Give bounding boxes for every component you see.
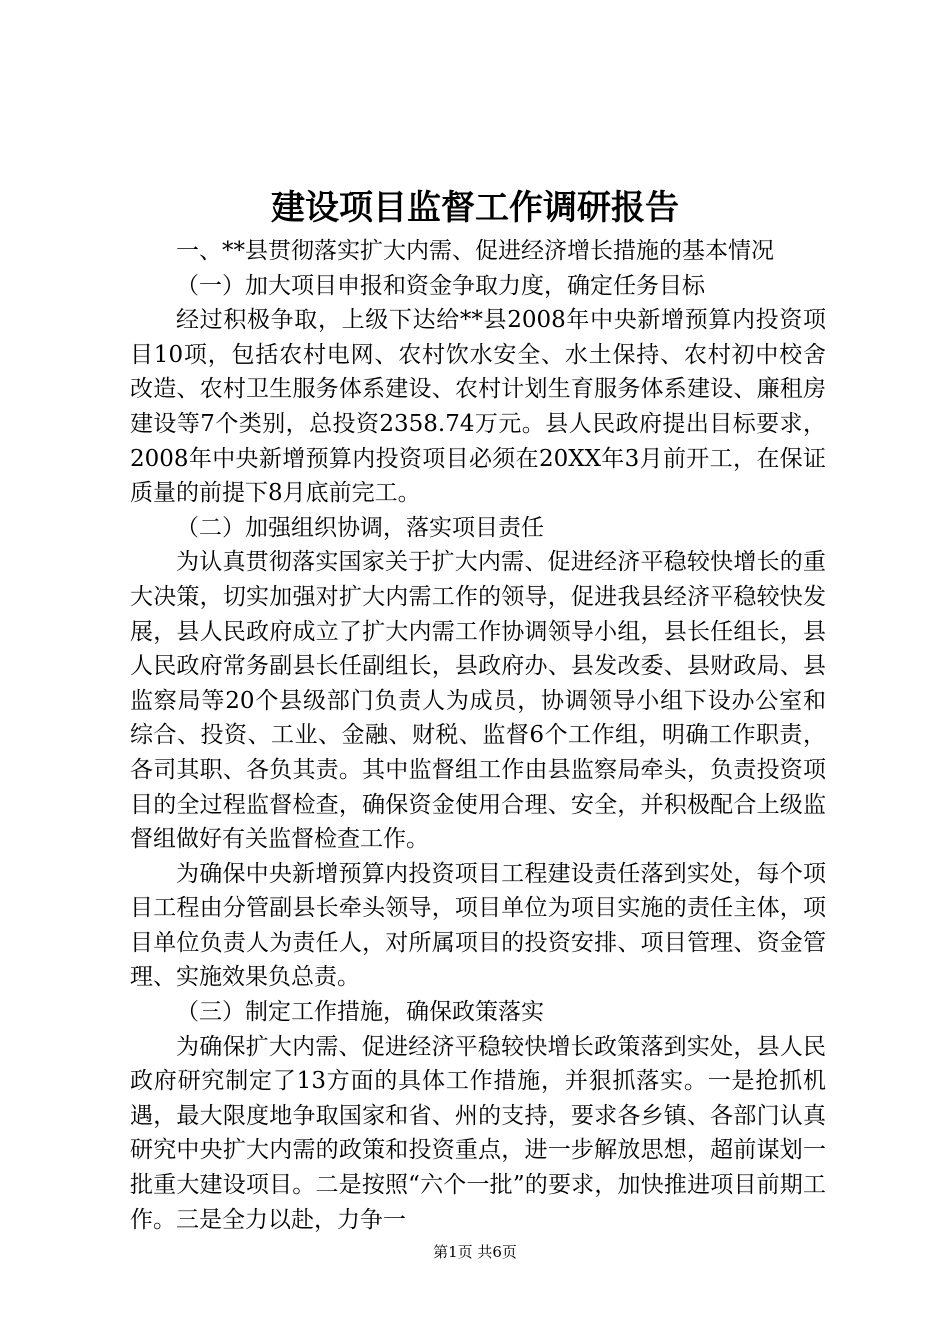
body-paragraph: 经过积极争取，上级下达给**县2008年中央新增预算内投资项目10项，包括农村电网、农村饮水安全、水土保持、农村初中校舍改造、农村卫生服务体系建设、农村计划生育服务体系建设、廉租房建设等7个类别，总投资2358.74万元。县人民政府提出目标要求，2008年中央新增预算内投资项目必须在20XX年3月前开工，在保证质量的前提下8月底前完工。 <box>130 307 826 507</box>
body-paragraph: 为确保扩大内需、促进经济平稳较快增长政策落到实处，县人民政府研究制定了13方面的具体工作措施，并狠抓落实。一是抢抓机遇，最大限度地争取国家和省、州的支持，要求各乡镇、各部门认真研究中央扩大内需的政策和投资重点，进一步解放思想，超前谋划一批重大建设项目。二是按照“六个一批”的要求，加快推进项目前期工作。三是全力以赴，力争一 <box>130 1033 826 1233</box>
document-title: 建设项目监督工作调研报告 <box>271 188 679 228</box>
document-body <box>130 234 826 1237</box>
page-number-footer: 第1页 共6页 <box>433 1243 517 1261</box>
body-paragraph: 为认真贯彻落实国家关于扩大内需、促进经济平稳较快增长的重大决策，切实加强对扩大内需工作的领导，促进我县经济平稳较快发展，县人民政府成立了扩大内需工作协调领导小组，县长任组长，县人民政府常务副县长任副组长，县政府办、县发改委、县财政局、县监察局等20个县级部门负责人为成员，协调领导小组下设办公室和综合、投资、工业、金融、财税、监督6个工作组，明确工作职责，各司其职、各负其责。其中监督组工作由县监察局牵头，负责投资项目的全过程监督检查，确保资金使用合理、安全，并积极配合上级监督组做好有关监督检查工作。 <box>130 549 826 853</box>
section-heading: 一、**县贯彻落实扩大内需、促进经济增长措施的基本情况 <box>176 238 774 264</box>
subsection-heading: （一）加大项目申报和资金争取力度，确定任务目标 <box>176 272 705 299</box>
subsection-heading: （三）制定工作措施，确保政策落实 <box>176 999 544 1026</box>
body-paragraph: 为确保中央新增预算内投资项目工程建设责任落到实处，每个项目工程由分管副县长牵头领导，项目单位为项目实施的责任主体，项目单位负责人为责任人，对所属项目的投资安排、项目管理、资金管理、实施效果负总责。 <box>130 860 826 991</box>
subsection-heading: （二）加强组织协调，落实项目责任 <box>176 514 544 541</box>
